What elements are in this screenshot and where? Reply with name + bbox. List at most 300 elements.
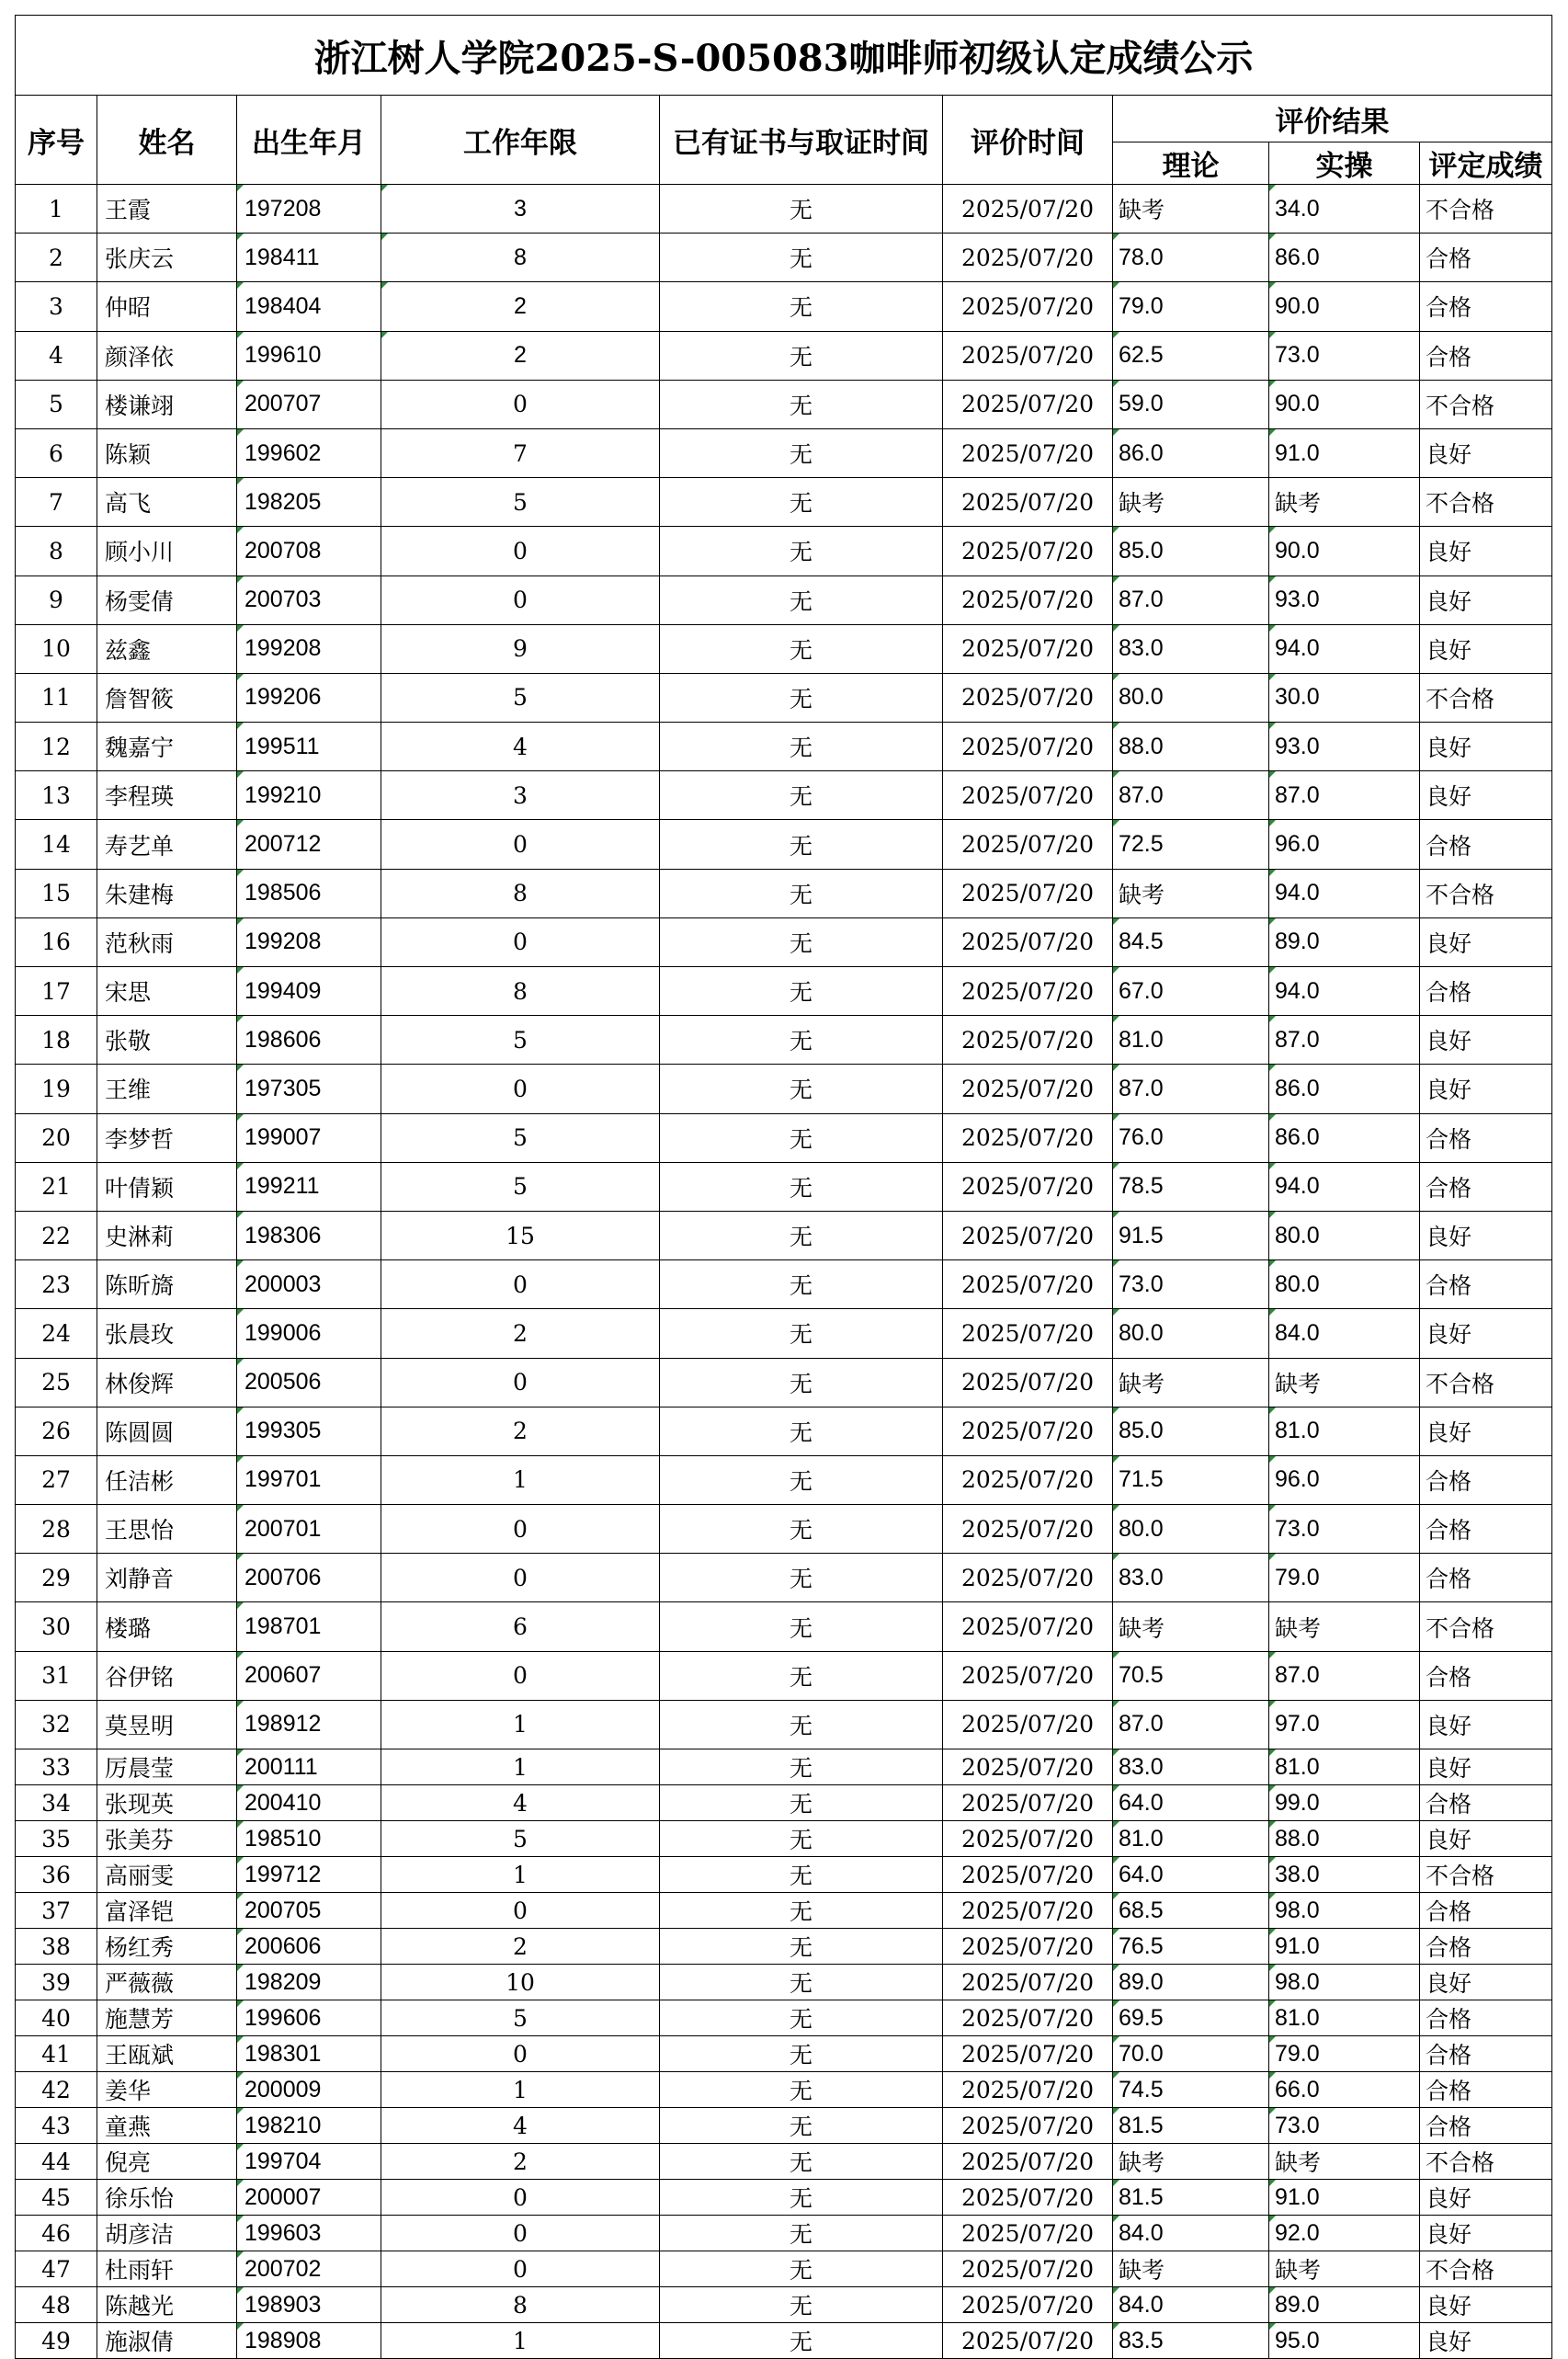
cell-birth: 199211 (237, 1162, 381, 1211)
cell-practice: 79.0 (1269, 2036, 1420, 2072)
cell-theory: 70.0 (1113, 2036, 1269, 2072)
cell-name: 徐乐怡 (97, 2180, 237, 2216)
cell-theory: 83.0 (1113, 624, 1269, 673)
cell-name: 陈昕旖 (97, 1260, 237, 1309)
table-row (16, 869, 1552, 917)
cell-practice: 94.0 (1269, 869, 1420, 917)
cell-name: 杨雯倩 (97, 576, 237, 624)
cell-seq: 26 (16, 1407, 97, 1455)
cell-eval-date: 2025/07/20 (943, 282, 1113, 331)
cell-grade: 合格 (1420, 1651, 1552, 1700)
cell-birth: 199305 (237, 1407, 381, 1455)
cell-theory: 缺考 (1113, 1358, 1269, 1407)
cell-certificate: 无 (660, 1893, 943, 1929)
table-row (16, 2108, 1552, 2144)
cell-certificate: 无 (660, 1821, 943, 1857)
cell-theory: 67.0 (1113, 967, 1269, 1016)
cell-practice: 86.0 (1269, 1113, 1420, 1162)
table-row (16, 1700, 1552, 1749)
cell-grade: 不合格 (1420, 2251, 1552, 2287)
table-row (16, 624, 1552, 673)
table-row (16, 1857, 1552, 1893)
cell-grade: 良好 (1420, 527, 1552, 576)
cell-seq: 27 (16, 1455, 97, 1504)
cell-name: 施慧芳 (97, 2000, 237, 2036)
cell-eval-date: 2025/07/20 (943, 771, 1113, 820)
cell-theory: 81.5 (1113, 2180, 1269, 2216)
cell-eval-date: 2025/07/20 (943, 1749, 1113, 1785)
cell-grade: 不合格 (1420, 673, 1552, 722)
cell-name: 童燕 (97, 2108, 237, 2144)
cell-certificate: 无 (660, 1113, 943, 1162)
cell-theory: 缺考 (1113, 478, 1269, 527)
cell-practice: 80.0 (1269, 1260, 1420, 1309)
cell-certificate: 无 (660, 1407, 943, 1455)
cell-work-years: 5 (381, 1821, 660, 1857)
cell-theory: 87.0 (1113, 771, 1269, 820)
cell-name: 施淑倩 (97, 2323, 237, 2359)
cell-work-years: 5 (381, 673, 660, 722)
cell-practice: 81.0 (1269, 1407, 1420, 1455)
table-row (16, 2180, 1552, 2216)
cell-work-years: 0 (381, 2180, 660, 2216)
cell-birth: 200410 (237, 1785, 381, 1821)
cell-certificate: 无 (660, 1965, 943, 2000)
cell-eval-date: 2025/07/20 (943, 2108, 1113, 2144)
cell-eval-date: 2025/07/20 (943, 1893, 1113, 1929)
cell-name: 寿艺单 (97, 820, 237, 869)
cell-work-years: 0 (381, 1065, 660, 1113)
cell-birth: 199603 (237, 2216, 381, 2251)
cell-practice: 93.0 (1269, 576, 1420, 624)
cell-practice: 缺考 (1269, 2251, 1420, 2287)
cell-seq: 14 (16, 820, 97, 869)
cell-work-years: 8 (381, 869, 660, 917)
cell-seq: 38 (16, 1929, 97, 1965)
cell-practice: 86.0 (1269, 234, 1420, 282)
header-certificate: 已有证书与取证时间 (660, 96, 943, 185)
cell-theory: 62.5 (1113, 331, 1269, 380)
cell-grade: 不合格 (1420, 2144, 1552, 2180)
cell-seq: 21 (16, 1162, 97, 1211)
cell-grade: 良好 (1420, 428, 1552, 477)
table-row (16, 527, 1552, 576)
cell-certificate: 无 (660, 1455, 943, 1504)
table-row (16, 1065, 1552, 1113)
page-title: 浙江树人学院2025-S-005083咖啡师初级认定成绩公示 (16, 16, 1552, 96)
cell-certificate: 无 (660, 2216, 943, 2251)
cell-grade: 良好 (1420, 1965, 1552, 2000)
cell-work-years: 2 (381, 331, 660, 380)
cell-seq: 28 (16, 1505, 97, 1554)
cell-eval-date: 2025/07/20 (943, 1700, 1113, 1749)
cell-name: 王思怡 (97, 1505, 237, 1554)
cell-theory: 83.0 (1113, 1749, 1269, 1785)
cell-theory: 76.5 (1113, 1929, 1269, 1965)
cell-practice: 89.0 (1269, 917, 1420, 966)
cell-practice: 缺考 (1269, 2144, 1420, 2180)
cell-work-years: 5 (381, 1162, 660, 1211)
cell-birth: 199701 (237, 1455, 381, 1504)
cell-work-years: 4 (381, 723, 660, 771)
cell-practice: 80.0 (1269, 1211, 1420, 1259)
cell-grade: 良好 (1420, 624, 1552, 673)
cell-grade: 合格 (1420, 1505, 1552, 1554)
cell-theory: 84.0 (1113, 2287, 1269, 2323)
cell-seq: 40 (16, 2000, 97, 2036)
cell-birth: 198506 (237, 869, 381, 917)
cell-theory: 72.5 (1113, 820, 1269, 869)
cell-practice: 94.0 (1269, 624, 1420, 673)
cell-eval-date: 2025/07/20 (943, 1455, 1113, 1504)
cell-seq: 18 (16, 1016, 97, 1065)
cell-certificate: 无 (660, 917, 943, 966)
cell-grade: 合格 (1420, 331, 1552, 380)
cell-birth: 198404 (237, 282, 381, 331)
table-row (16, 1407, 1552, 1455)
cell-theory: 83.0 (1113, 1554, 1269, 1602)
cell-certificate: 无 (660, 1505, 943, 1554)
cell-seq: 2 (16, 234, 97, 282)
table-row (16, 234, 1552, 282)
cell-certificate: 无 (660, 1749, 943, 1785)
cell-seq: 44 (16, 2144, 97, 2180)
cell-work-years: 0 (381, 2251, 660, 2287)
cell-name: 张现英 (97, 1785, 237, 1821)
cell-grade: 合格 (1420, 820, 1552, 869)
cell-certificate: 无 (660, 2144, 943, 2180)
cell-certificate: 无 (660, 185, 943, 234)
cell-work-years: 0 (381, 2036, 660, 2072)
cell-grade: 良好 (1420, 917, 1552, 966)
cell-seq: 47 (16, 2251, 97, 2287)
cell-work-years: 5 (381, 1016, 660, 1065)
table-row (16, 2000, 1552, 2036)
cell-certificate: 无 (660, 1211, 943, 1259)
cell-work-years: 0 (381, 527, 660, 576)
cell-grade: 合格 (1420, 2072, 1552, 2108)
cell-birth: 199007 (237, 1113, 381, 1162)
cell-seq: 19 (16, 1065, 97, 1113)
cell-seq: 9 (16, 576, 97, 624)
table-row (16, 428, 1552, 477)
cell-birth: 199610 (237, 331, 381, 380)
cell-certificate: 无 (660, 1857, 943, 1893)
cell-name: 仲昭 (97, 282, 237, 331)
table-row (16, 1929, 1552, 1965)
cell-practice: 34.0 (1269, 185, 1420, 234)
cell-birth: 200707 (237, 380, 381, 428)
cell-theory: 87.0 (1113, 576, 1269, 624)
cell-grade: 不合格 (1420, 869, 1552, 917)
cell-work-years: 1 (381, 1700, 660, 1749)
cell-practice: 79.0 (1269, 1554, 1420, 1602)
cell-seq: 41 (16, 2036, 97, 2072)
cell-name: 高飞 (97, 478, 237, 527)
cell-name: 叶倩颖 (97, 1162, 237, 1211)
table-row (16, 1785, 1552, 1821)
cell-theory: 89.0 (1113, 1965, 1269, 2000)
table-row (16, 2216, 1552, 2251)
cell-seq: 1 (16, 185, 97, 234)
cell-practice: 90.0 (1269, 527, 1420, 576)
cell-practice: 89.0 (1269, 2287, 1420, 2323)
table-row (16, 576, 1552, 624)
cell-practice: 98.0 (1269, 1965, 1420, 2000)
cell-certificate: 无 (660, 2323, 943, 2359)
cell-certificate: 无 (660, 2180, 943, 2216)
cell-work-years: 8 (381, 967, 660, 1016)
cell-theory: 59.0 (1113, 380, 1269, 428)
cell-practice: 缺考 (1269, 478, 1420, 527)
cell-grade: 良好 (1420, 1016, 1552, 1065)
cell-eval-date: 2025/07/20 (943, 2180, 1113, 2216)
table-row (16, 185, 1552, 234)
cell-seq: 10 (16, 624, 97, 673)
cell-theory: 69.5 (1113, 2000, 1269, 2036)
cell-certificate: 无 (660, 234, 943, 282)
cell-birth: 198411 (237, 234, 381, 282)
cell-birth: 198903 (237, 2287, 381, 2323)
cell-theory: 73.0 (1113, 1260, 1269, 1309)
cell-name: 宋思 (97, 967, 237, 1016)
cell-certificate: 无 (660, 1162, 943, 1211)
cell-grade: 合格 (1420, 1929, 1552, 1965)
cell-practice: 91.0 (1269, 428, 1420, 477)
table-row (16, 1554, 1552, 1602)
cell-eval-date: 2025/07/20 (943, 820, 1113, 869)
cell-eval-date: 2025/07/20 (943, 1602, 1113, 1651)
cell-name: 楼璐 (97, 1602, 237, 1651)
cell-theory: 85.0 (1113, 1407, 1269, 1455)
cell-practice: 96.0 (1269, 820, 1420, 869)
table-row (16, 1965, 1552, 2000)
cell-seq: 16 (16, 917, 97, 966)
cell-name: 楼谦翊 (97, 380, 237, 428)
header-theory: 理论 (1113, 142, 1269, 185)
table-row (16, 771, 1552, 820)
header-name: 姓名 (97, 96, 237, 185)
cell-certificate: 无 (660, 1309, 943, 1358)
cell-seq: 7 (16, 478, 97, 527)
cell-eval-date: 2025/07/20 (943, 478, 1113, 527)
cell-certificate: 无 (660, 2000, 943, 2036)
cell-certificate: 无 (660, 673, 943, 722)
cell-name: 李梦哲 (97, 1113, 237, 1162)
cell-theory: 85.0 (1113, 527, 1269, 576)
cell-birth: 200009 (237, 2072, 381, 2108)
cell-theory: 缺考 (1113, 2144, 1269, 2180)
cell-name: 兹鑫 (97, 624, 237, 673)
cell-name: 史淋莉 (97, 1211, 237, 1259)
cell-theory: 缺考 (1113, 185, 1269, 234)
table-row (16, 1455, 1552, 1504)
cell-name: 林俊辉 (97, 1358, 237, 1407)
cell-work-years: 0 (381, 1651, 660, 1700)
cell-certificate: 无 (660, 428, 943, 477)
cell-eval-date: 2025/07/20 (943, 1651, 1113, 1700)
cell-eval-date: 2025/07/20 (943, 723, 1113, 771)
cell-certificate: 无 (660, 1929, 943, 1965)
cell-grade: 合格 (1420, 1260, 1552, 1309)
cell-name: 张晨玫 (97, 1309, 237, 1358)
cell-grade: 不合格 (1420, 1857, 1552, 1893)
cell-seq: 6 (16, 428, 97, 477)
cell-work-years: 0 (381, 917, 660, 966)
cell-practice: 90.0 (1269, 380, 1420, 428)
cell-seq: 8 (16, 527, 97, 576)
cell-name: 胡彦洁 (97, 2216, 237, 2251)
cell-seq: 24 (16, 1309, 97, 1358)
cell-seq: 20 (16, 1113, 97, 1162)
cell-grade: 合格 (1420, 234, 1552, 282)
cell-work-years: 5 (381, 1113, 660, 1162)
cell-certificate: 无 (660, 1065, 943, 1113)
cell-certificate: 无 (660, 967, 943, 1016)
cell-grade: 合格 (1420, 2108, 1552, 2144)
cell-seq: 48 (16, 2287, 97, 2323)
cell-eval-date: 2025/07/20 (943, 1554, 1113, 1602)
cell-certificate: 无 (660, 869, 943, 917)
header-birth: 出生年月 (237, 96, 381, 185)
cell-theory: 88.0 (1113, 723, 1269, 771)
cell-name: 顾小川 (97, 527, 237, 576)
cell-certificate: 无 (660, 478, 943, 527)
table-row (16, 1016, 1552, 1065)
cell-practice: 73.0 (1269, 331, 1420, 380)
cell-grade: 合格 (1420, 1893, 1552, 1929)
cell-name: 杜雨轩 (97, 2251, 237, 2287)
cell-practice: 94.0 (1269, 967, 1420, 1016)
cell-certificate: 无 (660, 380, 943, 428)
cell-grade: 良好 (1420, 723, 1552, 771)
cell-theory: 81.5 (1113, 2108, 1269, 2144)
cell-work-years: 0 (381, 1260, 660, 1309)
table-row (16, 2144, 1552, 2180)
cell-eval-date: 2025/07/20 (943, 1505, 1113, 1554)
cell-certificate: 无 (660, 1260, 943, 1309)
cell-certificate: 无 (660, 1554, 943, 1602)
cell-eval-date: 2025/07/20 (943, 185, 1113, 234)
cell-eval-date: 2025/07/20 (943, 1407, 1113, 1455)
cell-work-years: 0 (381, 1505, 660, 1554)
cell-theory: 70.5 (1113, 1651, 1269, 1700)
cell-grade: 良好 (1420, 771, 1552, 820)
cell-work-years: 1 (381, 1455, 660, 1504)
cell-eval-date: 2025/07/20 (943, 428, 1113, 477)
cell-grade: 合格 (1420, 2000, 1552, 2036)
cell-theory: 81.0 (1113, 1016, 1269, 1065)
cell-practice: 91.0 (1269, 2180, 1420, 2216)
cell-eval-date: 2025/07/20 (943, 1211, 1113, 1259)
cell-grade: 良好 (1420, 1211, 1552, 1259)
table-row (16, 2287, 1552, 2323)
cell-grade: 良好 (1420, 2216, 1552, 2251)
cell-practice: 缺考 (1269, 1602, 1420, 1651)
cell-theory: 80.0 (1113, 1505, 1269, 1554)
cell-birth: 200703 (237, 576, 381, 624)
cell-theory: 86.0 (1113, 428, 1269, 477)
cell-grade: 不合格 (1420, 185, 1552, 234)
table-row (16, 1358, 1552, 1407)
cell-certificate: 无 (660, 576, 943, 624)
cell-birth: 199208 (237, 917, 381, 966)
cell-grade: 不合格 (1420, 1358, 1552, 1407)
cell-practice: 98.0 (1269, 1893, 1420, 1929)
cell-birth: 200007 (237, 2180, 381, 2216)
cell-work-years: 6 (381, 1602, 660, 1651)
cell-work-years: 0 (381, 1554, 660, 1602)
cell-work-years: 2 (381, 1929, 660, 1965)
cell-name: 张美芬 (97, 1821, 237, 1857)
cell-work-years: 0 (381, 2216, 660, 2251)
cell-certificate: 无 (660, 331, 943, 380)
cell-birth: 198701 (237, 1602, 381, 1651)
cell-theory: 80.0 (1113, 673, 1269, 722)
cell-birth: 199208 (237, 624, 381, 673)
cell-seq: 29 (16, 1554, 97, 1602)
header-eval-result: 评价结果 (1113, 96, 1552, 142)
cell-work-years: 2 (381, 2144, 660, 2180)
cell-seq: 32 (16, 1700, 97, 1749)
cell-birth: 198205 (237, 478, 381, 527)
cell-certificate: 无 (660, 282, 943, 331)
cell-name: 詹智筱 (97, 673, 237, 722)
cell-birth: 199712 (237, 1857, 381, 1893)
cell-certificate: 无 (660, 2108, 943, 2144)
table-row (16, 331, 1552, 380)
cell-eval-date: 2025/07/20 (943, 1162, 1113, 1211)
cell-name: 厉晨莹 (97, 1749, 237, 1785)
cell-grade: 合格 (1420, 967, 1552, 1016)
cell-practice: 96.0 (1269, 1455, 1420, 1504)
cell-work-years: 2 (381, 1309, 660, 1358)
cell-seq: 36 (16, 1857, 97, 1893)
cell-grade: 良好 (1420, 576, 1552, 624)
cell-eval-date: 2025/07/20 (943, 2323, 1113, 2359)
cell-certificate: 无 (660, 723, 943, 771)
cell-name: 陈颖 (97, 428, 237, 477)
cell-theory: 缺考 (1113, 2251, 1269, 2287)
cell-eval-date: 2025/07/20 (943, 2216, 1113, 2251)
cell-practice: 73.0 (1269, 1505, 1420, 1554)
cell-seq: 33 (16, 1749, 97, 1785)
cell-practice: 91.0 (1269, 1929, 1420, 1965)
table-row (16, 1749, 1552, 1785)
cell-birth: 200607 (237, 1651, 381, 1700)
cell-seq: 13 (16, 771, 97, 820)
cell-theory: 64.0 (1113, 1857, 1269, 1893)
cell-birth: 200712 (237, 820, 381, 869)
table-row (16, 673, 1552, 722)
table-row (16, 1309, 1552, 1358)
cell-birth: 200705 (237, 1893, 381, 1929)
cell-certificate: 无 (660, 1785, 943, 1821)
cell-work-years: 8 (381, 2287, 660, 2323)
cell-eval-date: 2025/07/20 (943, 380, 1113, 428)
cell-name: 魏嘉宁 (97, 723, 237, 771)
header-seq: 序号 (16, 96, 97, 185)
cell-grade: 合格 (1420, 1455, 1552, 1504)
cell-birth: 197208 (237, 185, 381, 234)
cell-practice: 94.0 (1269, 1162, 1420, 1211)
table-row (16, 2323, 1552, 2359)
table-row (16, 723, 1552, 771)
cell-theory: 83.5 (1113, 2323, 1269, 2359)
cell-work-years: 0 (381, 820, 660, 869)
cell-eval-date: 2025/07/20 (943, 917, 1113, 966)
cell-grade: 良好 (1420, 2323, 1552, 2359)
